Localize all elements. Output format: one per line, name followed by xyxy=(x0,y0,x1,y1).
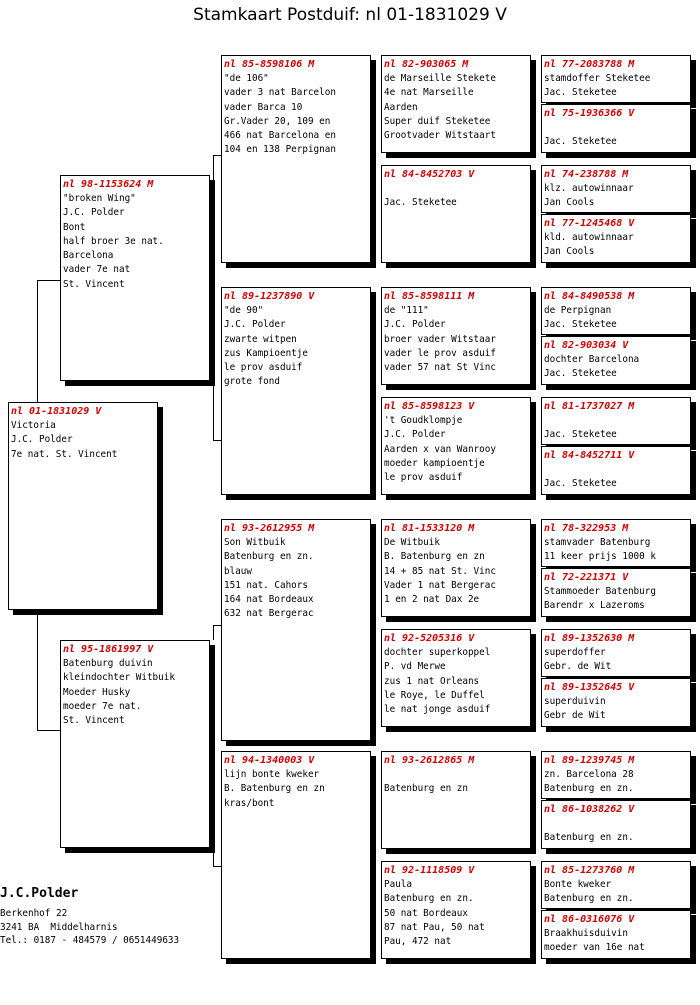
pedigree-card-ggen3-2: nl 84-8452703 V Jac. Steketee xyxy=(381,165,531,263)
pedigree-card-ggen4-8: nl 84-8452711 V Jac. Steketee xyxy=(541,446,691,495)
pedigree-card-ggen4-15: nl 85-1273760 M Bonte kweker Batenburg en zn. xyxy=(541,861,691,909)
pedigree-card-granddam-maternal: nl 94-1340003 V lijn bonte kweker B. Batenburg en zn kras/bont xyxy=(221,751,371,959)
connector-line xyxy=(213,440,221,441)
connector-line xyxy=(213,155,214,185)
pedigree-card-ggen4-10: nl 72-221371 V Stammoeder Batenburg Barendr x Lazeroms xyxy=(541,568,691,617)
pedigree-card-ggen4-12: nl 89-1352645 V superduivin Gebr de Wit xyxy=(541,678,691,727)
pedigree-card-ggen4-1: nl 77-2083788 M stamdoffer Steketee Jac. Steketee xyxy=(541,55,691,103)
pedigree-card-grandsire-maternal: nl 93-2612955 M Son Witbuik Batenburg en zn. blauw 151 nat. Cahors 164 nat Bordeaux 632 nat Bergerac xyxy=(221,519,371,741)
connector-line xyxy=(37,280,38,402)
pedigree-card-ggen4-3: nl 74-238788 M klz. autowinnaar Jan Cools xyxy=(541,165,691,213)
connector-line xyxy=(37,730,60,731)
owner-address: Berkenhof 22 xyxy=(0,908,68,919)
pedigree-card-ggen4-2: nl 75-1936366 V Jac. Steketee xyxy=(541,104,691,153)
connector-line xyxy=(213,625,214,640)
pedigree-card-ggen4-13: nl 89-1239745 M zn. Barcelona 28 Batenburg en zn. xyxy=(541,751,691,799)
pedigree-card-ggen4-14: nl 86-1038262 V Batenburg en zn. xyxy=(541,800,691,849)
pedigree-card-grandsire-paternal: nl 85-8598106 M "de 106" vader 3 nat Barcelon vader Barca 10 Gr.Vader 20, 109 en 466 nat Barcelona en 104 en 138 Perpignan xyxy=(221,55,371,263)
owner-info xyxy=(0,886,179,948)
owner-city: 3241 BA Middelharnis xyxy=(0,921,118,933)
connector-line xyxy=(213,380,214,440)
pedigree-card-ggen4-9: nl 78-322953 M stamvader Batenburg 11 keer prijs 1000 k xyxy=(541,519,691,567)
page-title: Stamkaart Postduif: nl 01-1831029 V xyxy=(193,5,507,25)
connector-line xyxy=(37,280,60,281)
pedigree-card-ggen3-1: nl 82-903065 M de Marseille Stekete 4e nat Marseille Aarden Super duif Steketee Grootvader Witstaart xyxy=(381,55,531,153)
pedigree-card-ggen4-6: nl 82-903034 V dochter Barcelona Jac. Steketee xyxy=(541,336,691,385)
pedigree-card-ggen3-4: nl 85-8598123 V 't Goudklompje J.C. Polder Aarden x van Wanrooy moeder kampioentje le prov asduif xyxy=(381,397,531,495)
connector-line xyxy=(37,612,38,730)
pedigree-card-ggen4-5: nl 84-8490538 M de Perpignan Jac. Steketee xyxy=(541,287,691,335)
pedigree-card-subject: nl 01-1831029 V Victoria J.C. Polder 7e nat. St. Vincent xyxy=(8,402,158,610)
pedigree-card-granddam-paternal: nl 89-1237890 V "de 90" J.C. Polder zwarte witpen zus Kampioentje le prov asduif grote fond xyxy=(221,287,371,495)
connector-line xyxy=(213,776,214,866)
pedigree-card-ggen4-4: nl 77-1245468 V kld. autowinnaar Jan Cools xyxy=(541,214,691,263)
pedigree-card-ggen3-8: nl 92-1118509 V Paula Batenburg en zn. 50 nat Bordeaux 87 nat Pau, 50 nat Pau, 472 nat xyxy=(381,861,531,959)
pedigree-card-ggen3-7: nl 93-2612865 M Batenburg en zn xyxy=(381,751,531,849)
pedigree-card-ggen3-5: nl 81-1533120 M De Witbuik B. Batenburg en zn 14 + 85 nat St. Vinc Vader 1 nat Bergerac 1 en 2 nat Dax 2e xyxy=(381,519,531,617)
pedigree-card-ggen4-16: nl 86-0316076 V Braakhuisduivin moeder van 16e nat xyxy=(541,910,691,959)
owner-name: J.C.Polder xyxy=(0,886,79,901)
pedigree-card-ggen3-3: nl 85-8598111 M de "111" J.C. Polder broer vader Witstaar vader le prov asduif vader 57 nat St Vinc xyxy=(381,287,531,385)
connector-line xyxy=(213,625,221,626)
pedigree-card-ggen3-6: nl 92-5205316 V dochter superkoppel P. vd Merwe zus 1 nat Orleans le Roye, le Duffel le nat jonge asduif xyxy=(381,629,531,727)
pedigree-card-ggen4-11: nl 89-1352630 M superdoffer Gebr. de Wit xyxy=(541,629,691,677)
owner-phone: Tel.: 0187 - 484579 / 0651449633 xyxy=(0,935,180,946)
pedigree-card-mother: nl 95-1861997 V Batenburg duivin kleindochter Witbuik Moeder Husky moeder 7e nat. St. Vincent xyxy=(60,640,210,848)
connector-line xyxy=(213,866,221,867)
connector-line xyxy=(213,155,221,156)
pedigree-card-ggen4-7: nl 81-1737027 M Jac. Steketee xyxy=(541,397,691,445)
pedigree-card-father: nl 98-1153624 M "broken Wing" J.C. Polder Bont half broer 3e nat. Barcelona vader 7e nat St. Vincent xyxy=(60,175,210,381)
